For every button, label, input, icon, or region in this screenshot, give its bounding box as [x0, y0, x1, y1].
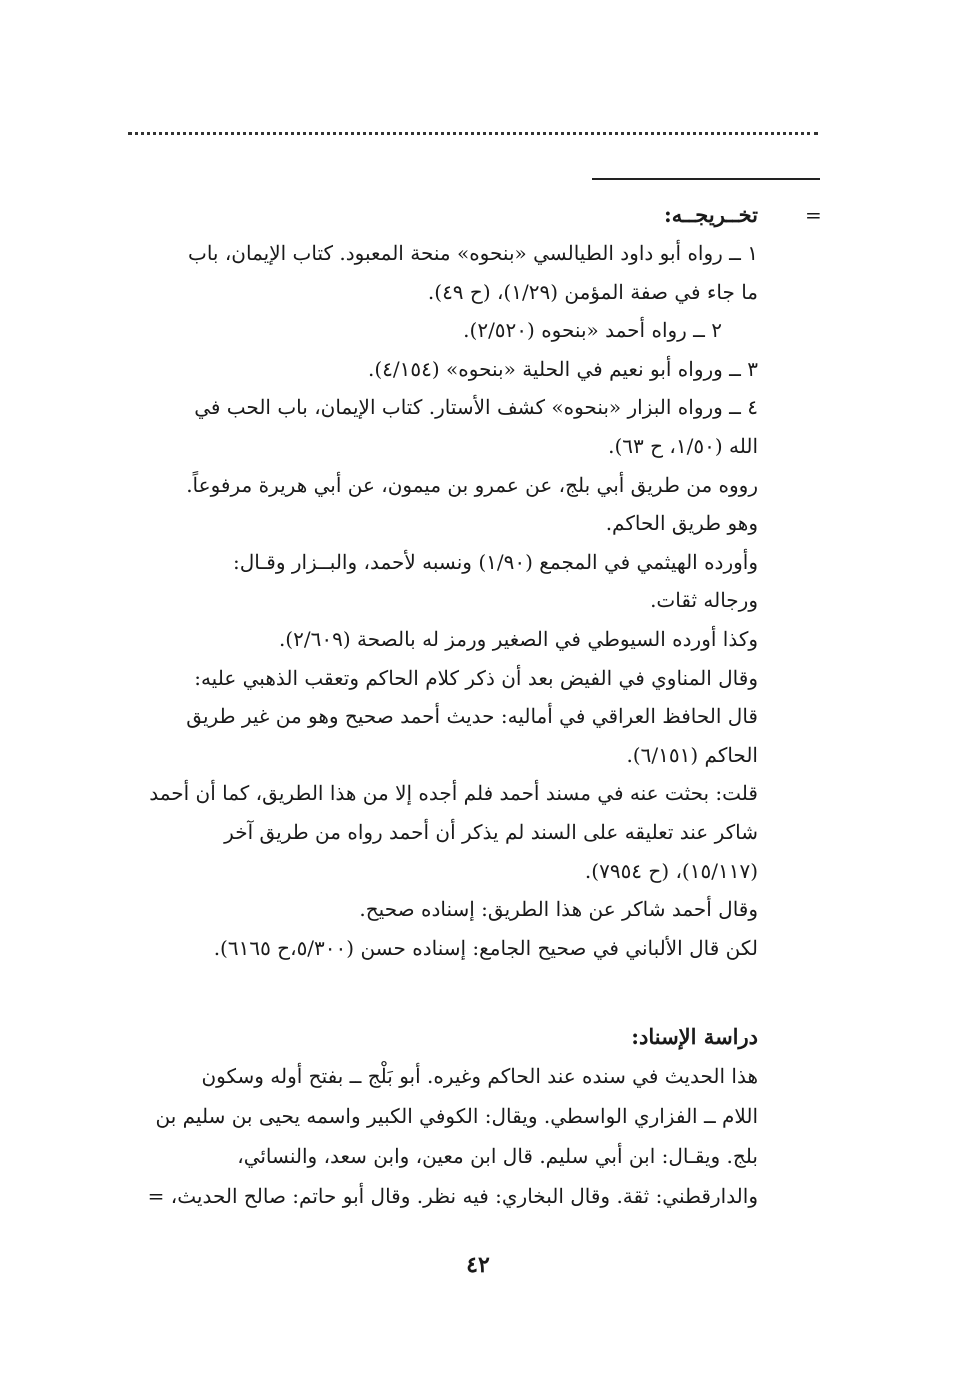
takhrij-heading: تخــريجــه:	[663, 202, 758, 227]
takhrij-line: رووه من طريق أبي بلج، عن عمرو بن ميمون، عن أبي هريرة مرفوعاً.	[186, 472, 758, 497]
dotted-separator	[128, 118, 818, 135]
takhrij-line: ورجاله ثقات.	[650, 588, 758, 613]
takhrij-line: ٤ ــ ورواه البزار «بنحوه» كشف الأستار. كتاب الإيمان، باب الحب في	[194, 395, 758, 420]
continuation-mark-top: =	[805, 203, 822, 227]
takhrij-line: (١٥/١١٧)، (ح ٧٩٥٤).	[584, 858, 758, 883]
isnad-study-section	[118, 1018, 758, 1216]
takhrij-section	[118, 196, 758, 967]
page-number: ٤٢	[466, 1252, 490, 1278]
takhrij-line: ٢ ــ رواه أحمد «بنحوه (٢/٥٢٠).	[463, 318, 722, 343]
takhrij-line: قلت: بحثت عنه في مسند أحمد فلم أجده إلا من هذا الطريق، كما أن أحمد	[149, 781, 758, 806]
isnad-line: والدارقطني: ثقة. وقال البخاري: فيه نظر. وقال أبو حاتم: صالح الحديث، =	[147, 1184, 758, 1208]
takhrij-line: ما جاء في صفة المؤمن (١/٢٩)، (ح ٤٩).	[427, 279, 758, 304]
takhrij-line: وأورده الهيثمي في المجمع (١/٩٠) ونسبه لأحمد، والبــزار وقـال:	[233, 549, 758, 574]
isnad-line: اللام ــ الفزاري الواسطي. ويقال: الكوفي الكبير واسمه يحيى بن سليم بن	[155, 1104, 758, 1128]
takhrij-line: ١ ــ رواه أبو داود الطيالسي «بنحوه» منحة المعبود. كتاب الإيمان، باب	[188, 241, 758, 265]
takhrij-line: شاكر عند تعليقه على السند لم يذكر أن أحمد رواه من طريق آخر	[224, 819, 758, 844]
isnad-line: هذا الحديث في سنده عند الحاكم وغيره. أبو بَلْج ــ بفتح أوله وسكون	[201, 1064, 758, 1088]
isnad-line: بلج. ويقـال: ابن أبي سليم. قال ابن معين، وابن سعد، والنسائي،	[237, 1144, 758, 1168]
takhrij-line: الحاكم (٦/١٥١).	[626, 742, 758, 767]
isnad-study-heading: دراسة الإسناد:	[631, 1024, 758, 1049]
footnote-rule	[592, 178, 820, 180]
takhrij-line: وكذا أورده السيوطي في الصغير ورمز له بالصحة (٢/٦٠٩).	[278, 626, 758, 651]
takhrij-line: الله (١/٥٠، ح ٦٣).	[608, 433, 758, 458]
takhrij-line: لكن قال الألباني في صحيح الجامع: إسناده حسن (٥/٣٠٠،ح ٦١٦٥).	[213, 935, 758, 960]
takhrij-line: قال الحافظ العراقي في أماليه: حديث أحمد صحيح وهو من غير طريق	[186, 704, 758, 729]
takhrij-line: وقال المناوي في الفيض بعد أن ذكر كلام الحاكم وتعقب الذهبي عليه:	[194, 665, 758, 690]
takhrij-line: وهو طريق الحاكم.	[605, 511, 758, 536]
takhrij-line: وقال أحمد شاكر عن هذا الطريق: إسناده صحيح.	[359, 897, 758, 922]
takhrij-line: ٣ ــ ورواه أبو نعيم في الحلية «بنحوه» (٤/١٥٤).	[367, 356, 758, 381]
